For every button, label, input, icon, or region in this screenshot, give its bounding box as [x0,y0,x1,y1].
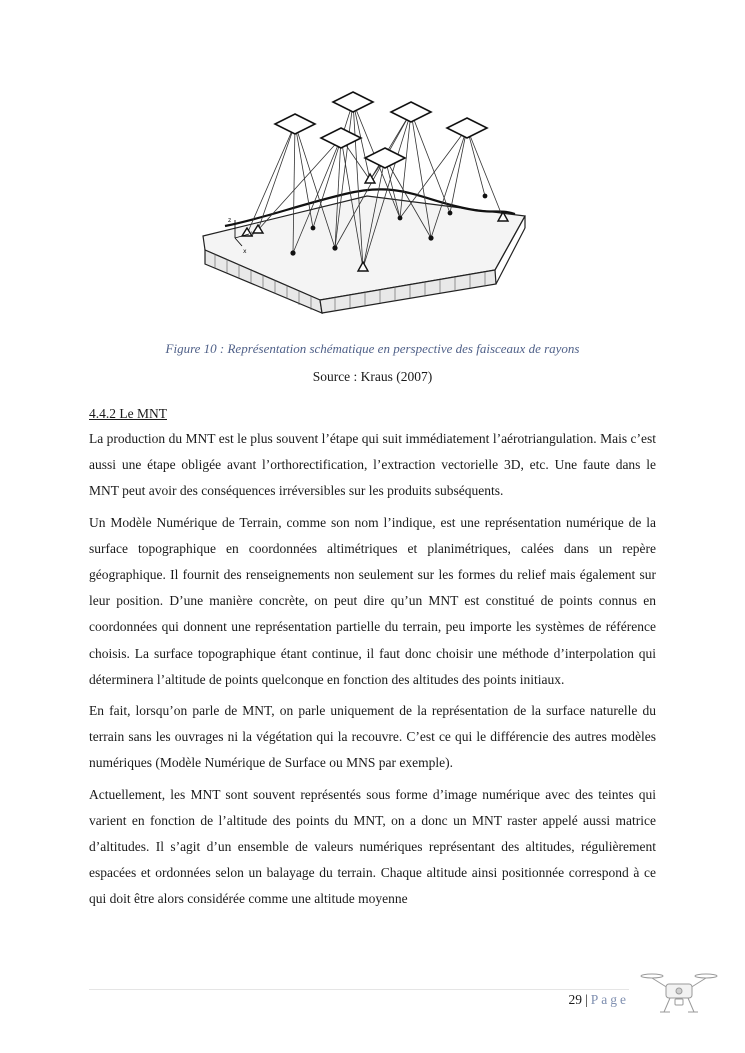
camera-frame-3 [391,102,431,122]
bundle-diagram-figure [195,88,545,348]
paragraph-3: En fait, lorsqu’on parle de MNT, on parle uniquement de la représentation de la surface naturelle du terrain sans les ouvrages ni la végétation qui la recouvre. C’est ce qui le différencie des autres modèles numériques (Modèle Numérique de Surface ou MNS par exemple). [89,703,656,771]
camera-frame-6 [447,118,487,138]
axis-y-label: y [251,230,255,237]
page-number [540,992,629,1008]
axis-x-label: x [243,248,247,255]
axis-z-label: z [228,217,232,224]
figure-caption: Figure 10 : Représentation schématique en perspective des faisceaux de rayons [165,341,580,356]
section-heading: 4.4.2 Le MNT [89,406,167,421]
camera-frame-2 [333,92,373,112]
page-number-value: 29 [568,992,583,1007]
section-body [89,404,656,918]
camera-frames [275,92,487,168]
figure-source: Source : Kraus (2007) [312,369,433,384]
paragraph-1: La production du MNT est le plus souvent l’étape qui suit immédiatement l’aérotriangulation. Mais c’est aussi une étape obligée avant l’orthorectification, l’extraction vectorielle 3D, etc. Une faute dans le MNT peut avoir des conséquences irréversibles sur les produits subséquents. [89,431,656,499]
camera-frame-1 [275,114,315,134]
drone-logo-icon [640,966,718,1016]
page-separator: | [585,992,588,1007]
paragraph-2: Un Modèle Numérique de Terrain, comme son nom l’indique, est une représentation numérique de la surface topographique en coordonnées altimétriques et planimétriques, calées dans un repère géographique. Il fournit des renseignements non seulement sur les formes du relief mais également sur leur position. D’une manière concrète, on peut dire qu’un MNT est constitué de points connus en coordonnées qui donnent une représentation partielle du terrain, peu importe les systèmes de référence choisis. La surface topographique étant continue, il faut donc choisir une méthode d’interpolation qui déterminera l’altitude de points quelconque en fonction des altitudes des points initiaux. [89,514,656,687]
page-label: Page [590,992,629,1007]
terrain-block [203,196,525,313]
paragraph-4: Actuellement, les MNT sont souvent représentés sous forme d’image numérique avec des teintes qui varient en fonction de l’altitude des points du MNT, on a donc un MNT raster appelé aussi matrice d’altitudes. Il s’agit d’un ensemble de valeurs numériques représentant des altitudes, régulièrement espacées et ordonnées selon un balayage du terrain. Chaque altitude ainsi positionnée correspond à ce qui doit être alors considérée comme une altitude moyenne [89,786,656,907]
footer-divider [89,989,629,990]
